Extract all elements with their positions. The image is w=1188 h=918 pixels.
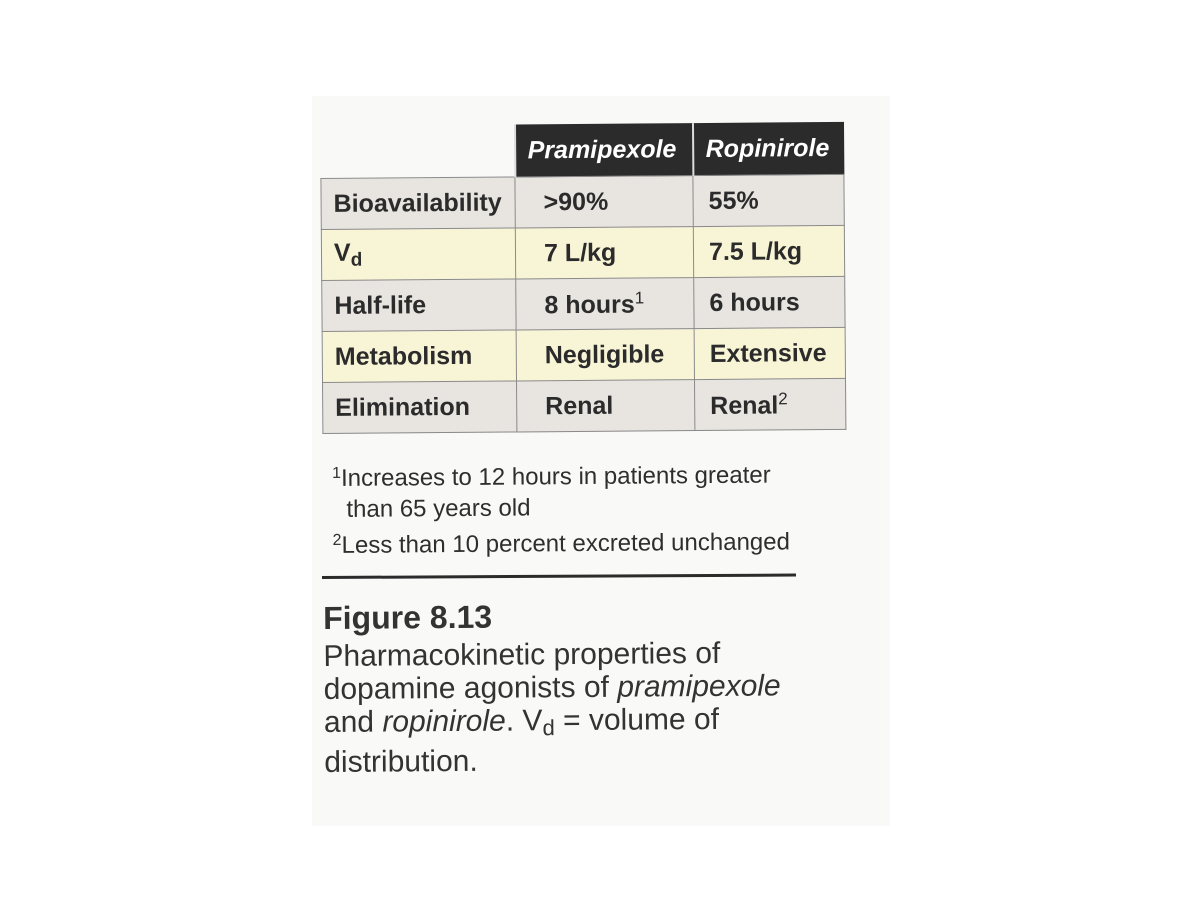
footnote-1-text: Increases to 12 hours in patients greater [340, 461, 771, 492]
caption-drug-pramipexole: pramipexole [617, 669, 781, 704]
pramipexole-value [516, 278, 694, 330]
table-corner [320, 124, 514, 178]
caption-line-3-suffix: = volume of [554, 702, 720, 738]
row-label: Half-life [322, 279, 516, 332]
footnote-1-continuation: than 65 years old [346, 494, 531, 523]
caption-subscript: d [542, 715, 555, 741]
figure-title: Figure 8.13 [323, 598, 493, 636]
pramipexole-value: Negligible [516, 329, 694, 381]
ropinirole-value: 55% [693, 174, 844, 226]
pramipexole-value: Renal [517, 380, 695, 432]
table-header-row [320, 122, 843, 179]
figure-caption [323, 594, 864, 779]
footnote-2-marker: 2 [332, 531, 342, 549]
table-row [321, 225, 844, 280]
pharmacokinetics-table [320, 122, 846, 434]
row-label: Elimination [323, 381, 517, 434]
column-header-ropinirole: Ropinirole [692, 122, 843, 176]
row-label-text: V [333, 238, 351, 267]
caption-drug-ropinirole: ropinirole [382, 704, 506, 739]
pramipexole-value: 7 L/kg [515, 227, 693, 279]
caption-line-3 [324, 702, 864, 746]
footnote-2 [333, 521, 873, 561]
table-row [321, 174, 844, 229]
column-header-pramipexole: Pramipexole [514, 123, 692, 177]
row-label: Metabolism [322, 330, 516, 383]
caption-line-3-mid: . V [505, 704, 543, 738]
row-label: Bioavailability [321, 177, 515, 230]
pramipexole-value-text: 8 hours [544, 290, 635, 319]
ropinirole-value: Extensive [694, 327, 845, 379]
pramipexole-value: >90% [515, 176, 693, 228]
ropinirole-value: 6 hours [694, 276, 845, 328]
footnote-marker: 1 [634, 287, 645, 308]
footnote-marker: 2 [778, 388, 788, 408]
table-row [323, 378, 846, 433]
caption-line-2-text: dopamine agonists of [323, 670, 618, 706]
caption-line-2 [324, 669, 864, 706]
ropinirole-value-text: Renal [710, 390, 779, 420]
caption-line-1: Pharmacokinetic properties of [323, 636, 721, 673]
footnote-2-text: Less than 10 percent excreted unchanged [341, 528, 791, 559]
caption-line-4: distribution. [324, 744, 478, 779]
footnotes [332, 454, 873, 561]
figure-description [323, 636, 864, 779]
caption-line-3-prefix: and [323, 705, 383, 739]
table-row [322, 276, 845, 331]
row-label [321, 228, 515, 281]
ropinirole-value [695, 378, 846, 430]
ropinirole-value: 7.5 L/kg [693, 225, 844, 277]
footnote-1 [332, 454, 872, 494]
row-label-subscript: d [350, 249, 363, 271]
table-row [322, 327, 845, 382]
footnote-1-marker: 1 [332, 464, 342, 482]
